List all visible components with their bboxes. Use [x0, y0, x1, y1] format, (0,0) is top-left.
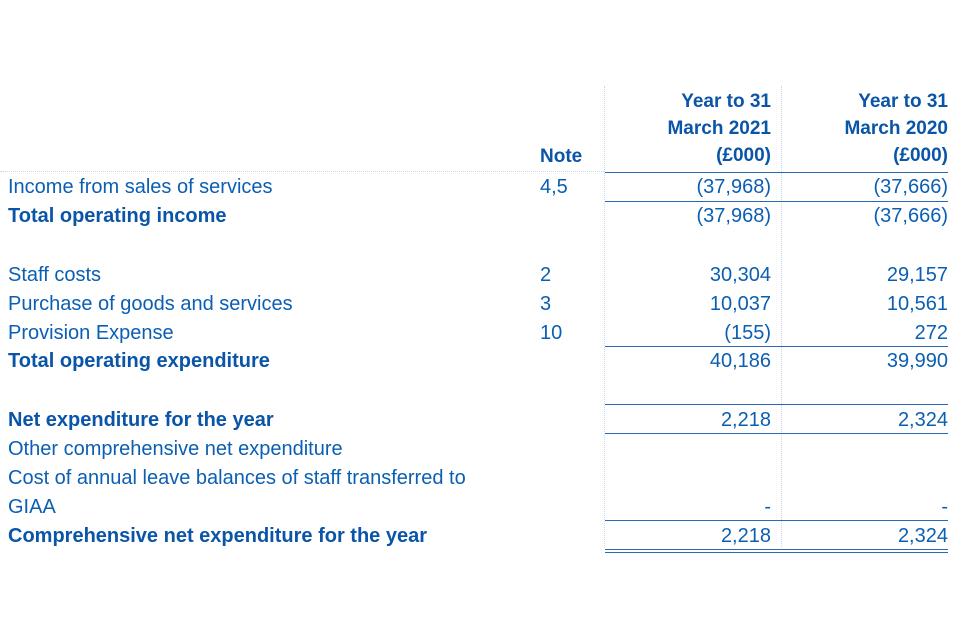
value-2021: (37,968) — [696, 176, 771, 198]
row-label: GIAA — [8, 496, 56, 518]
row-label-total: Total operating expenditure — [8, 350, 270, 372]
value-2020: 272 — [914, 322, 948, 344]
value-2020: 2,324 — [897, 409, 948, 431]
value-2021: 2,218 — [720, 409, 771, 431]
subtotal-rule — [605, 201, 948, 202]
column-header-note: Note — [540, 146, 583, 167]
net-expenditure-top-rule — [605, 404, 948, 405]
value-2021: - — [764, 496, 771, 518]
row-note: 4,5 — [540, 176, 568, 198]
value-2021: 2,218 — [720, 525, 771, 547]
value-2020: 2,324 — [897, 525, 948, 547]
value-2020: - — [941, 496, 948, 518]
row-note: 2 — [540, 264, 552, 286]
row-label-total: Net expenditure for the year — [8, 409, 274, 431]
value-2021: (37,968) — [696, 205, 771, 227]
value-2021: 30,304 — [709, 264, 771, 286]
header-rule — [605, 172, 948, 173]
row-label: Income from sales of services — [8, 176, 273, 198]
value-2020: 39,990 — [886, 350, 948, 372]
row-label: Purchase of goods and services — [8, 293, 293, 315]
column-header-2020: Year to 31 March 2020 (£000) — [844, 91, 948, 166]
grid-line — [0, 171, 604, 172]
value-2021: (155) — [724, 322, 771, 344]
column-header-2021: Year to 31 March 2021 (£000) — [667, 91, 771, 166]
value-2020: 10,561 — [886, 293, 948, 315]
row-label-total: Comprehensive net expenditure for the year — [8, 525, 428, 547]
row-note: 3 — [540, 293, 552, 315]
value-2020: (37,666) — [873, 176, 948, 198]
row-label: Provision Expense — [8, 322, 174, 344]
net-expenditure-bottom-rule — [605, 433, 948, 434]
value-2021: 10,037 — [709, 293, 771, 315]
subtotal-rule — [605, 346, 948, 347]
subtotal-rule — [605, 520, 948, 521]
row-label: Staff costs — [8, 264, 102, 286]
final-total-rule — [605, 549, 948, 550]
row-label: Other comprehensive net expenditure — [8, 438, 343, 460]
row-note: 10 — [540, 322, 563, 344]
value-2021: 40,186 — [709, 350, 771, 372]
row-label-total: Total operating income — [8, 205, 227, 227]
value-2020: 29,157 — [886, 264, 948, 286]
row-label: Cost of annual leave balances of staff transferred to — [8, 467, 466, 489]
value-2020: (37,666) — [873, 205, 948, 227]
final-total-rule — [605, 552, 948, 553]
